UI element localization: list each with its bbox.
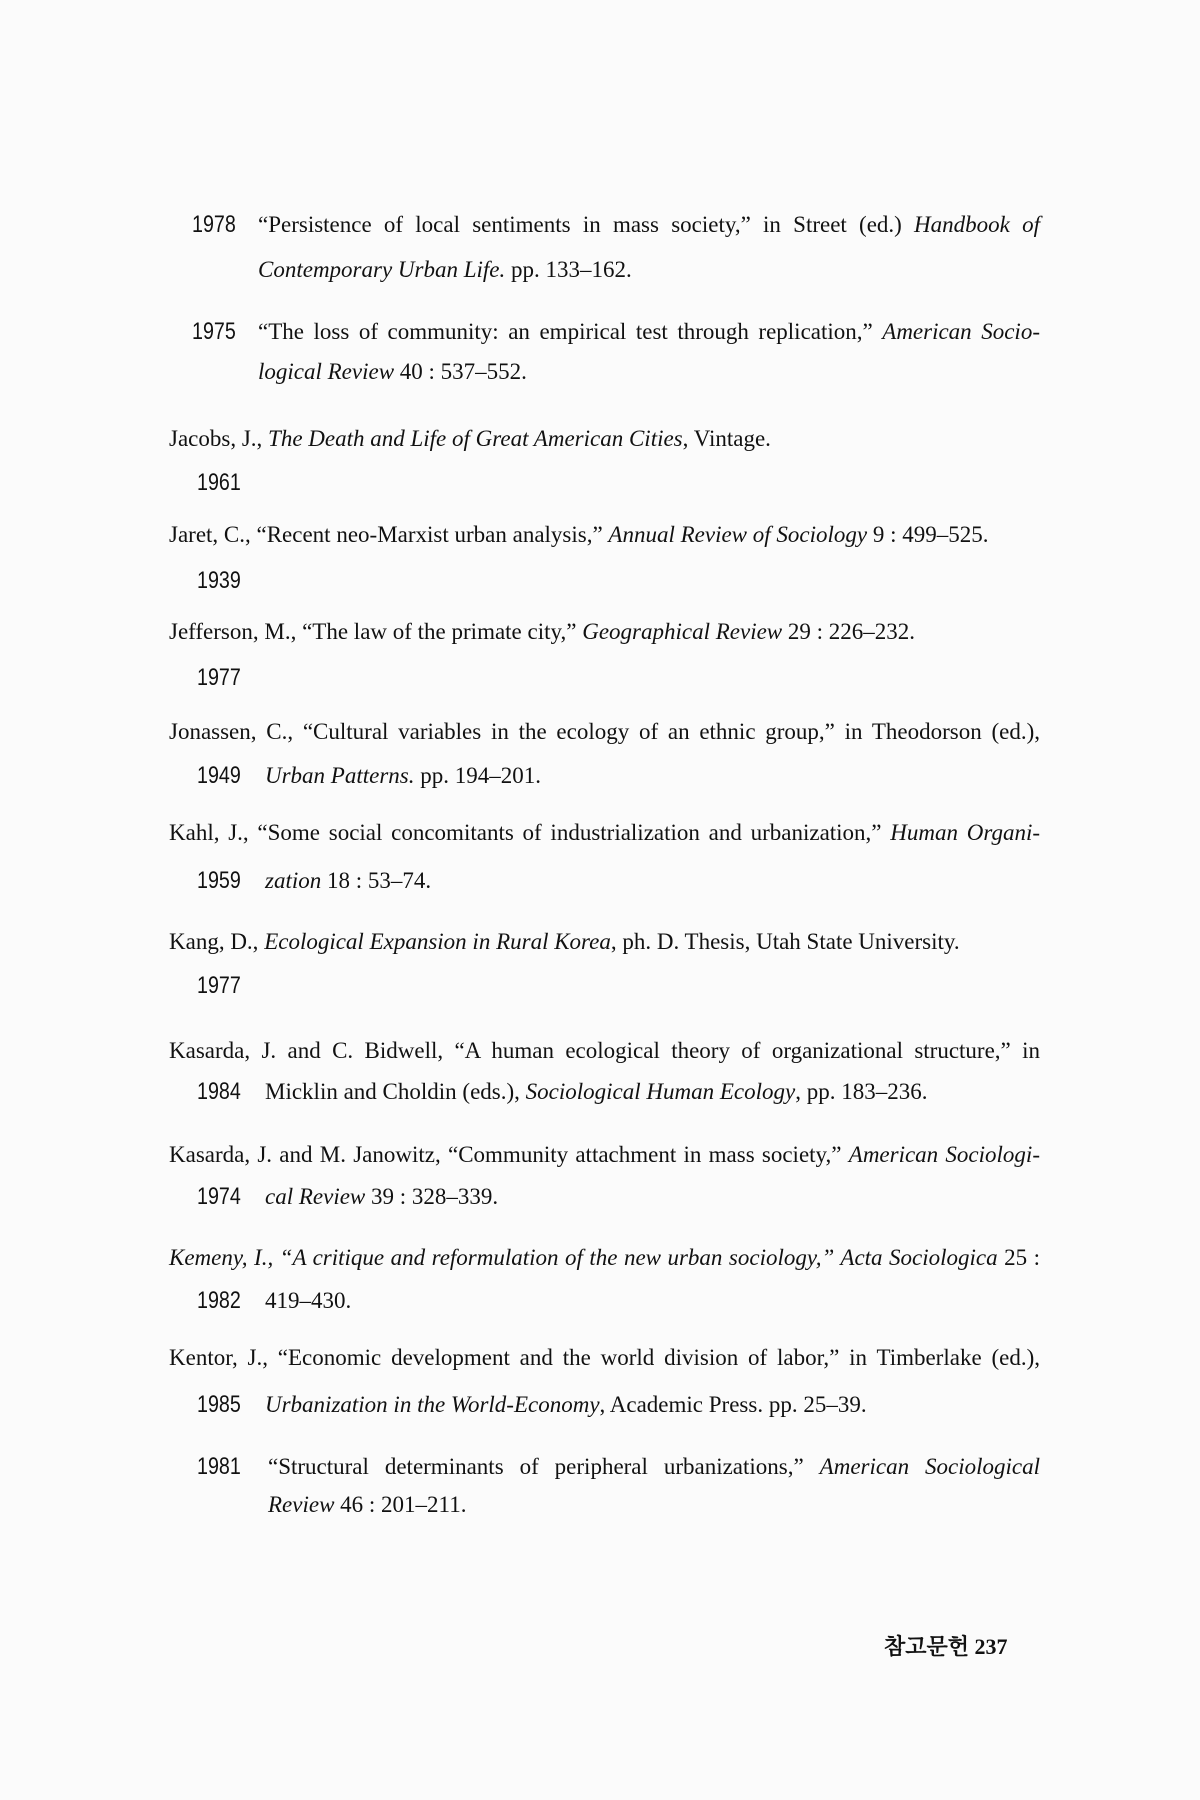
reference-text: pp. 194–201. xyxy=(414,763,541,788)
reference-text: 46 : 201–211. xyxy=(334,1492,467,1517)
reference-text: , Academic Press. pp. 25–39. xyxy=(599,1392,867,1417)
reference-line xyxy=(169,1036,1040,1066)
reference-line xyxy=(258,317,1040,347)
reference-italic-text: Handbook of xyxy=(914,212,1040,237)
reference-text: Kasarda, J. and M. Janowitz, “Community attachment in mass society,” xyxy=(169,1142,849,1167)
reference-italic-text: Urban Patterns. xyxy=(265,763,415,788)
reference-line xyxy=(169,927,960,957)
reference-italic-text: Review xyxy=(268,1492,335,1517)
reference-italic-text: Geographical Review xyxy=(582,619,783,644)
reference-year: 1984 xyxy=(197,1078,241,1105)
reference-text: Jaret, C., “Recent neo-Marxist urban analysis,” xyxy=(169,522,609,547)
reference-line xyxy=(268,1490,466,1520)
reference-italic-text: American Socio- xyxy=(882,319,1040,344)
reference-italic-text: Sociological Human Ecology xyxy=(525,1079,796,1104)
reference-line xyxy=(258,255,632,285)
reference-line xyxy=(268,1452,1040,1482)
reference-text: , pp. 183–236. xyxy=(795,1079,928,1104)
reference-line xyxy=(169,1243,1040,1273)
reference-line xyxy=(258,357,527,387)
reference-year: 1949 xyxy=(197,762,241,789)
reference-line xyxy=(169,717,1040,747)
reference-text: Jefferson, M., “The law of the primate city,” xyxy=(169,619,583,644)
reference-line xyxy=(169,424,771,454)
reference-italic-text: zation xyxy=(265,868,322,893)
reference-italic-text: American Sociological xyxy=(819,1454,1040,1479)
reference-year: 1978 xyxy=(192,211,236,238)
reference-text: 40 : 537–552. xyxy=(394,359,527,384)
reference-line xyxy=(265,761,541,791)
reference-italic-text: American Sociologi- xyxy=(848,1142,1040,1167)
footer-section-title: 참고문헌 xyxy=(884,1634,970,1659)
reference-italic-text: Ecological Expansion in Rural Korea xyxy=(264,929,611,954)
reference-year: 1977 xyxy=(197,972,241,999)
reference-year: 1939 xyxy=(197,567,241,594)
reference-italic-text: cal Review xyxy=(265,1184,366,1209)
page-number: 237 xyxy=(974,1634,1008,1659)
reference-text: 25 : xyxy=(997,1245,1040,1270)
reference-text: Jonassen, C., “Cultural variables in the ecology of an ethnic group,” in Theodorson (ed.), xyxy=(169,719,1040,744)
reference-text: Micklin and Choldin (eds.), xyxy=(265,1079,526,1104)
reference-line xyxy=(169,1140,1040,1170)
reference-text: 9 : 499–525. xyxy=(867,522,989,547)
page-footer xyxy=(884,1630,1008,1661)
reference-italic-text: Kemeny, I., “A critique and reformulation of the new urban sociology,” xyxy=(169,1245,841,1270)
reference-italic-text: The Death and Life of Great American Cities xyxy=(268,426,683,451)
reference-line xyxy=(265,1077,927,1107)
reference-text: 18 : 53–74. xyxy=(321,868,432,893)
reference-text: Jacobs, J., xyxy=(169,426,269,451)
reference-year: 1961 xyxy=(197,469,241,496)
reference-year: 1985 xyxy=(197,1391,241,1418)
reference-text: “Structural determinants of peripheral urbanizations,” xyxy=(268,1454,820,1479)
reference-line xyxy=(265,1182,498,1212)
reference-italic-text: Human Organi- xyxy=(890,820,1040,845)
reference-text: “The loss of community: an empirical test through replication,” xyxy=(258,319,883,344)
reference-year: 1974 xyxy=(197,1183,241,1210)
reference-text: 39 : 328–339. xyxy=(365,1184,499,1209)
reference-italic-text: Acta Sociologica xyxy=(840,1245,998,1270)
reference-italic-text: Contemporary Urban Life. xyxy=(258,257,506,282)
reference-line xyxy=(169,617,915,647)
reference-line xyxy=(265,1286,351,1316)
reference-text: 419–430. xyxy=(265,1288,352,1313)
reference-line xyxy=(258,210,1040,240)
reference-year: 1977 xyxy=(197,664,241,691)
reference-italic-text: Annual Review of Sociology xyxy=(608,522,868,547)
reference-year: 1981 xyxy=(197,1453,241,1480)
reference-year: 1982 xyxy=(197,1287,241,1314)
reference-line xyxy=(169,520,989,550)
reference-year: 1975 xyxy=(192,318,236,345)
reference-text: Kentor, J., “Economic development and the world division of labor,” in Timberlake (ed.), xyxy=(169,1345,1040,1370)
reference-line xyxy=(265,1390,867,1420)
reference-text: 29 : 226–232. xyxy=(782,619,916,644)
reference-line xyxy=(169,818,1040,848)
reference-year: 1959 xyxy=(197,867,241,894)
reference-text: pp. 133–162. xyxy=(505,257,632,282)
reference-italic-text: logical Review xyxy=(258,359,395,384)
reference-text: , ph. D. Thesis, Utah State University. xyxy=(610,929,960,954)
reference-text: “Persistence of local sentiments in mass society,” in Street (ed.) xyxy=(258,212,915,237)
reference-text: Kasarda, J. and C. Bidwell, “A human ecological theory of organizational structure,” in xyxy=(169,1038,1040,1063)
reference-text: , Vintage. xyxy=(682,426,771,451)
reference-line xyxy=(169,1343,1040,1373)
reference-italic-text: Urbanization in the World-Economy xyxy=(265,1392,600,1417)
reference-text: Kahl, J., “Some social concomitants of industrialization and urbanization,” xyxy=(169,820,891,845)
reference-text: Kang, D., xyxy=(169,929,265,954)
reference-line xyxy=(265,866,431,896)
